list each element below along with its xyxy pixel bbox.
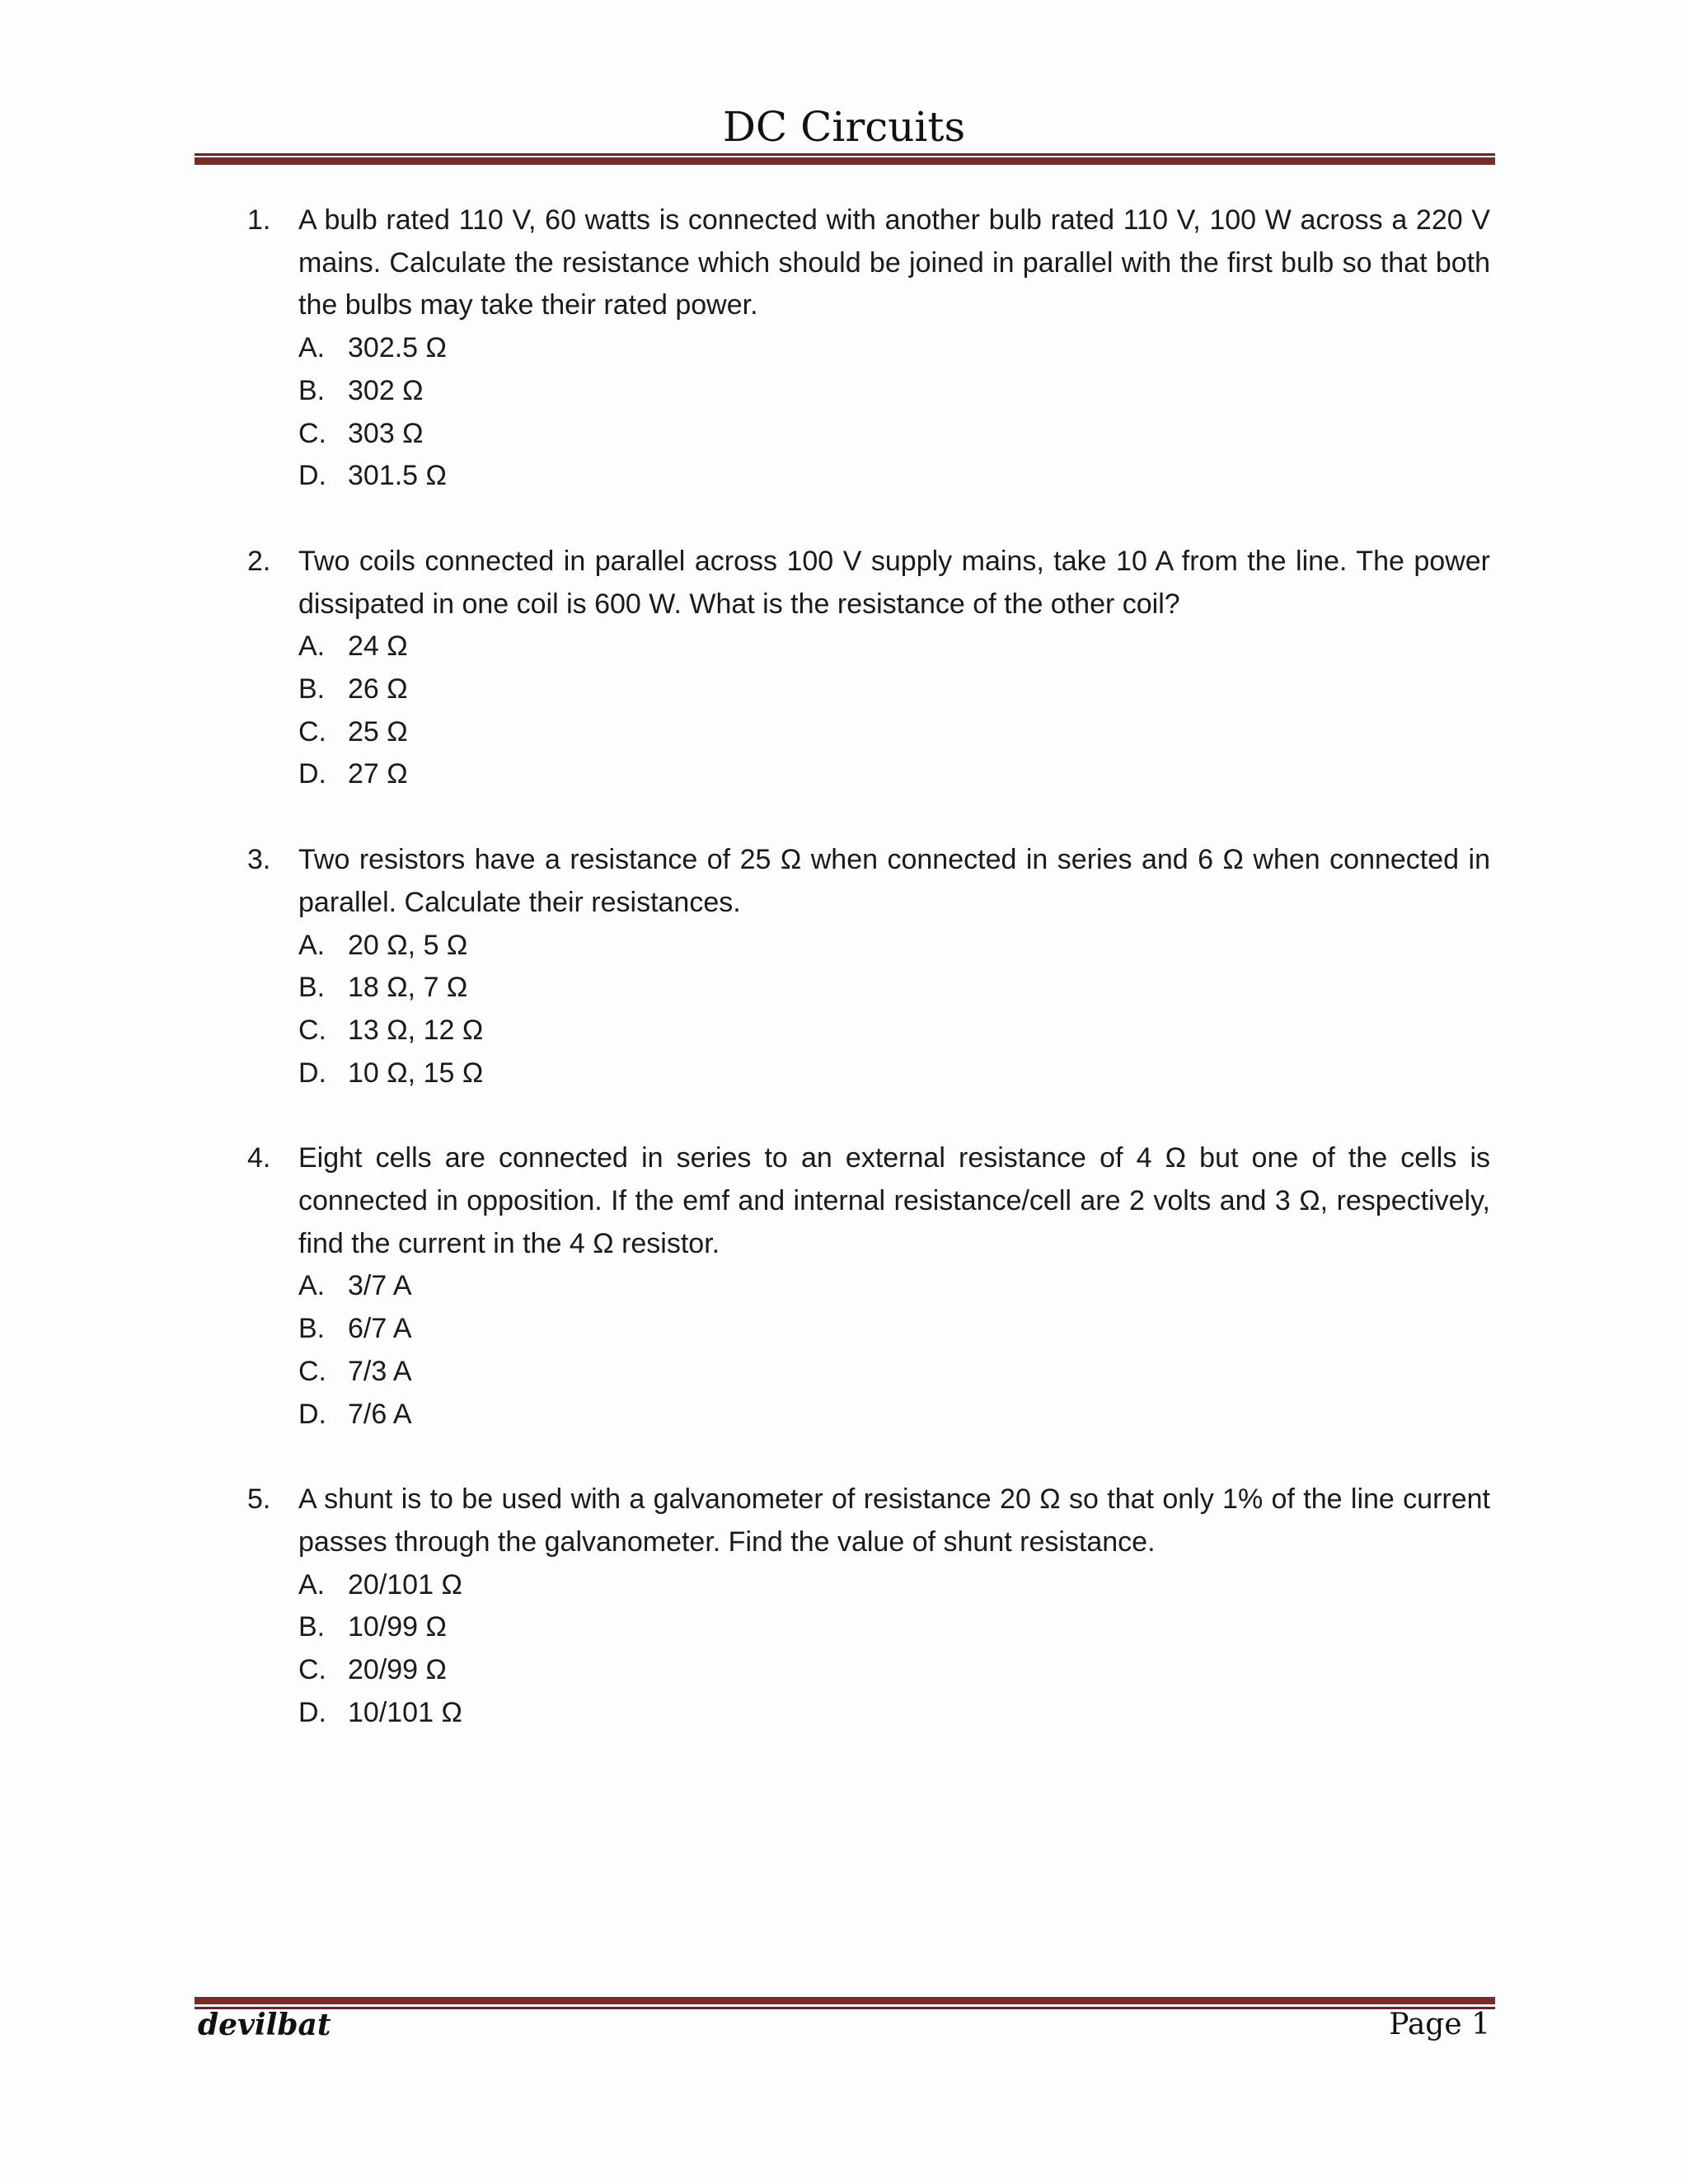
option-text: 13 Ω, 12 Ω	[348, 1014, 484, 1046]
option-b	[298, 967, 1490, 1010]
option-letter: A.	[298, 630, 326, 663]
option-c	[298, 413, 1490, 456]
question-5	[239, 1479, 1490, 1734]
option-list	[298, 1564, 1490, 1735]
option-text: 10/101 Ω	[348, 1696, 462, 1728]
question-number: 4.	[247, 1142, 271, 1174]
footer-author: devilbat	[198, 2008, 331, 2042]
question-text: Two coils connected in parallel across 100 V supply mains, take 10 A from the line. The power dissipated in one coil is 600 W. What is the resistance of the other coil?	[298, 545, 1490, 620]
option-letter: C.	[298, 1654, 326, 1686]
option-text: 3/7 A	[348, 1270, 412, 1302]
header-rule-thick	[195, 157, 1495, 165]
question-number: 1.	[247, 204, 271, 236]
option-text: 20/101 Ω	[348, 1568, 462, 1601]
option-text: 301.5 Ω	[348, 460, 447, 492]
option-text: 7/3 A	[348, 1355, 412, 1387]
option-b	[298, 668, 1490, 711]
option-d	[298, 455, 1490, 498]
option-letter: A.	[298, 1568, 326, 1601]
option-letter: A.	[298, 1270, 326, 1302]
question-2	[239, 541, 1490, 796]
option-text: 27 Ω	[348, 758, 408, 790]
question-list	[239, 199, 1490, 1735]
option-b	[298, 1308, 1490, 1351]
option-c	[298, 711, 1490, 754]
option-text: 20 Ω, 5 Ω	[348, 929, 468, 961]
option-d	[298, 753, 1490, 796]
page-title: DC Circuits	[722, 103, 966, 151]
option-text: 302 Ω	[348, 374, 424, 406]
option-letter: B.	[298, 1611, 326, 1643]
option-a	[298, 1564, 1490, 1607]
question-text: Eight cells are connected in series to an external resistance of 4 Ω but one of the cells is connected in opposition. If the emf and internal resistance/cell are 2 volts and 3 Ω, respectively, find the current in the 4 Ω resistor.	[298, 1142, 1490, 1259]
header-rule-thin	[195, 153, 1495, 156]
question-text: A shunt is to be used with a galvanometer of resistance 20 Ω so that only 1% of the line current passes through the galvanometer. Find the value of shunt resistance.	[298, 1483, 1490, 1558]
question-text: A bulb rated 110 V, 60 watts is connected with another bulb rated 110 V, 100 W across a 220 V mains. Calculate the resistance which should be joined in parallel with the first bulb so that both the bulbs may take their rated power.	[298, 204, 1490, 321]
question-number: 5.	[247, 1483, 271, 1516]
option-list	[298, 1265, 1490, 1436]
option-letter: B.	[298, 1313, 326, 1345]
option-b	[298, 1606, 1490, 1649]
option-letter: A.	[298, 929, 326, 961]
question-1	[239, 199, 1490, 498]
option-letter: B.	[298, 374, 326, 406]
footer-rule-thick	[195, 1997, 1495, 2004]
question-3	[239, 839, 1490, 1094]
option-a	[298, 327, 1490, 370]
question-number: 2.	[247, 545, 271, 577]
option-letter: D.	[298, 1696, 326, 1728]
option-d	[298, 1692, 1490, 1735]
option-c	[298, 1649, 1490, 1692]
question-text: Two resistors have a resistance of 25 Ω when connected in series and 6 Ω when connected in parallel. Calculate their resistances.	[298, 844, 1490, 918]
option-a	[298, 1265, 1490, 1308]
option-text: 10 Ω, 15 Ω	[348, 1057, 484, 1089]
option-letter: C.	[298, 1355, 326, 1387]
option-letter: A.	[298, 332, 326, 364]
option-text: 24 Ω	[348, 630, 408, 663]
option-letter: D.	[298, 1398, 326, 1430]
page-number: Page 1	[1389, 2008, 1490, 2041]
option-text: 302.5 Ω	[348, 332, 447, 364]
option-b	[298, 370, 1490, 413]
option-text: 26 Ω	[348, 673, 408, 705]
option-text: 303 Ω	[348, 417, 424, 449]
option-text: 18 Ω, 7 Ω	[348, 972, 468, 1004]
option-text: 20/99 Ω	[348, 1654, 447, 1686]
option-text: 6/7 A	[348, 1313, 412, 1345]
option-d	[298, 1394, 1490, 1436]
option-letter: B.	[298, 972, 326, 1004]
footer-rule-thin	[195, 2007, 1495, 2009]
option-letter: D.	[298, 1057, 326, 1089]
option-text: 7/6 A	[348, 1398, 412, 1430]
option-letter: C.	[298, 1014, 326, 1046]
option-letter: D.	[298, 460, 326, 492]
option-list	[298, 327, 1490, 498]
option-list	[298, 626, 1490, 796]
option-letter: B.	[298, 673, 326, 705]
question-4	[239, 1137, 1490, 1436]
option-c	[298, 1351, 1490, 1394]
option-d	[298, 1052, 1490, 1095]
option-letter: C.	[298, 715, 326, 748]
option-a	[298, 925, 1490, 968]
option-text: 25 Ω	[348, 715, 408, 748]
option-a	[298, 626, 1490, 668]
option-letter: C.	[298, 417, 326, 449]
option-letter: D.	[298, 758, 326, 790]
option-c	[298, 1010, 1490, 1052]
option-text: 10/99 Ω	[348, 1611, 447, 1643]
question-number: 3.	[247, 844, 271, 876]
option-list	[298, 925, 1490, 1095]
